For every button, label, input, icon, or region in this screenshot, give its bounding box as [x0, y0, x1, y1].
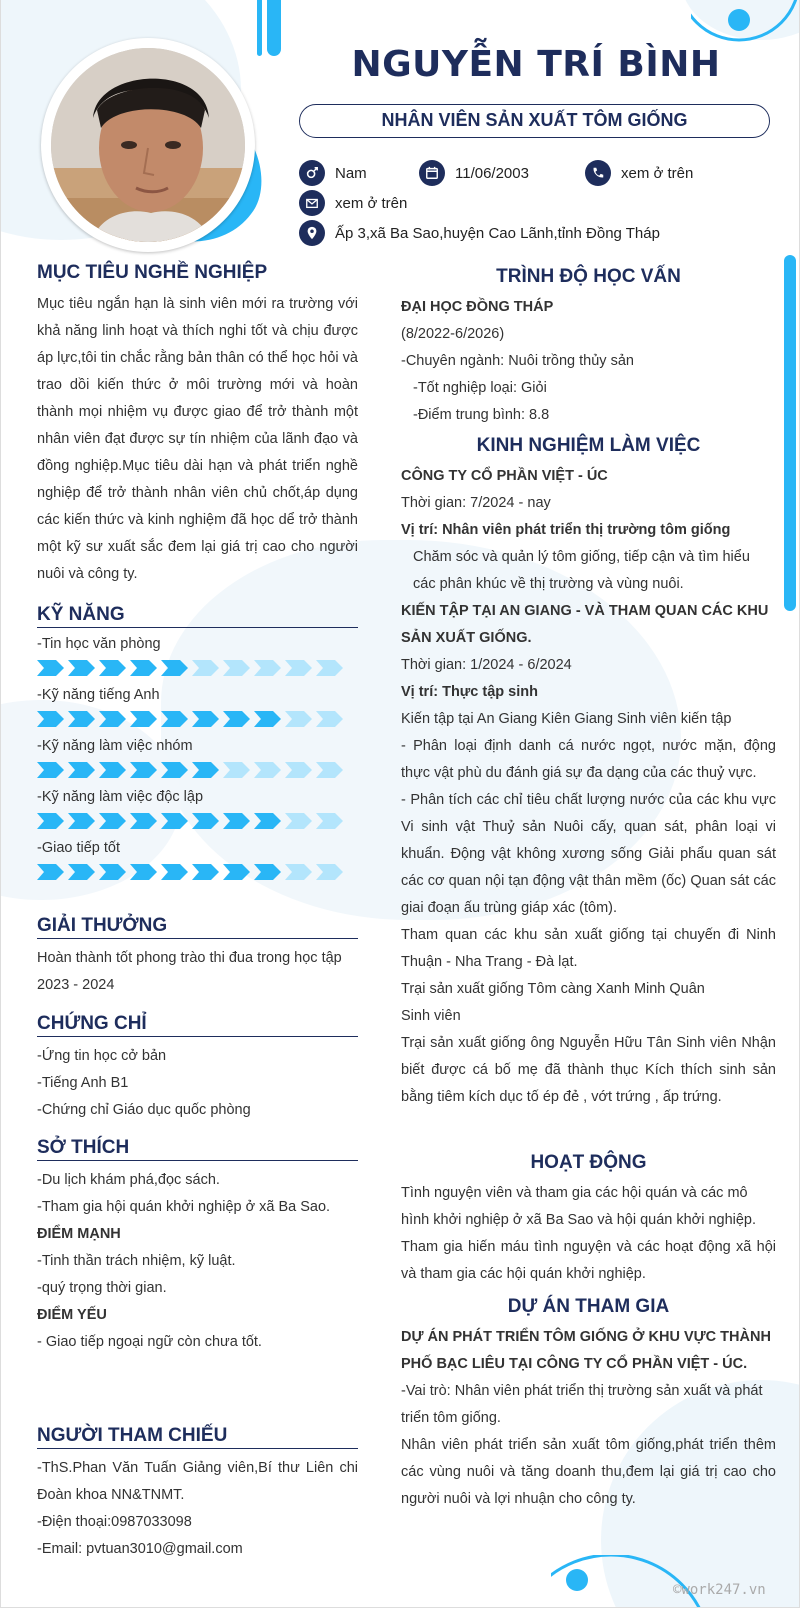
envelope-icon — [299, 190, 325, 216]
skill-chevron-filled — [37, 762, 64, 778]
reference-line: -ThS.Phan Văn Tuấn Giảng viên,Bí thư Liên chi Đoàn khoa NN&TNMT. — [37, 1460, 358, 1503]
hobby-item: -Du lịch khám phá,đọc sách. — [37, 1172, 220, 1188]
address-value: Ấp 3,xã Ba Sao,huyện Cao Lãnh,tỉnh Đồng Tháp — [335, 224, 660, 242]
skill-chevron-empty — [254, 762, 281, 778]
skill-level-bar — [37, 711, 358, 727]
full-name: NGUYỄN TRÍ BÌNH — [351, 44, 721, 85]
skills-section — [37, 604, 358, 889]
job-description: - Phân loại định danh cá nước ngọt, nước mặn, động thực vật phù du đánh giá sự đa dạng của các thuỷ vực. — [401, 738, 776, 781]
project-name: DỰ ÁN PHÁT TRIỂN TÔM GIỐNG Ở KHU VỰC THÀNH PHỐ BẠC LIÊU TẠI CÔNG TY CỔ PHẦN VIỆT - ÚC. — [401, 1329, 771, 1372]
skill-chevron-filled — [68, 762, 95, 778]
skill-chevron-filled — [68, 660, 95, 676]
skill-chevron-filled — [68, 864, 95, 880]
skill-level-bar — [37, 762, 358, 778]
skill-chevron-filled — [130, 813, 157, 829]
skill-chevron-empty — [285, 660, 312, 676]
job-description: Tham quan các khu sản xuất giống tại chuyến đi Ninh Thuận - Nha Trang - Đà lạt. — [401, 927, 776, 970]
skill-chevron-filled — [68, 813, 95, 829]
watermark: ©work247.vn — [673, 1582, 766, 1598]
job-description: Chăm sóc và quản lý tôm giống, tiếp cận và tìm hiểu các phân khúc về thị trường và vùng nuôi. — [413, 549, 750, 592]
skill-chevron-filled — [223, 813, 250, 829]
certificate-item: -Chứng chỉ Giáo dục quốc phòng — [37, 1102, 251, 1118]
skill-chevron-filled — [99, 813, 126, 829]
reference-email: -Email: pvtuan3010@gmail.com — [37, 1541, 243, 1557]
accent-bar — [257, 0, 262, 56]
skill-chevron-empty — [223, 762, 250, 778]
section-title: KINH NGHIỆM LÀM VIỆC — [476, 435, 701, 456]
education-major: -Chuyên ngành: Nuôi trồng thủy sản — [401, 353, 634, 369]
awards-text: Hoàn thành tốt phong trào thi đua trong học tập 2023 - 2024 — [37, 950, 342, 993]
projects-section — [401, 1296, 776, 1513]
skill-level-bar — [37, 813, 358, 829]
hobby-item: -Tham gia hội quán khởi nghiệp ở xã Ba Sao. — [37, 1199, 331, 1215]
skill-chevron-empty — [316, 711, 343, 727]
section-title: TRÌNH ĐỘ HỌC VẤN — [496, 266, 681, 287]
skill-chevron-empty — [316, 864, 343, 880]
project-role: -Vai trò: Nhân viên phát triển thị trường sản xuất và phát triển tôm giống. — [401, 1383, 763, 1426]
activity-text: Tham gia hiến máu tình nguyện và các hoạt động xã hội và tham gia các hội quán khởi nghiệp. — [401, 1239, 776, 1282]
skill-chevron-filled — [254, 813, 281, 829]
skill-chevron-filled — [161, 711, 188, 727]
skill-chevron-empty — [285, 813, 312, 829]
reference-section — [37, 1425, 358, 1563]
skill-chevron-filled — [130, 864, 157, 880]
skill-chevron-empty — [285, 864, 312, 880]
skill-chevron-filled — [161, 864, 188, 880]
skill-chevron-filled — [130, 711, 157, 727]
certificates-section — [37, 1013, 358, 1124]
avatar — [41, 38, 255, 252]
skill-chevron-empty — [223, 660, 250, 676]
skill-chevron-filled — [161, 813, 188, 829]
skill-chevron-filled — [161, 762, 188, 778]
skill-chevron-filled — [37, 660, 64, 676]
skill-chevron-filled — [99, 660, 126, 676]
bg-blob — [681, 0, 800, 40]
skill-chevron-filled — [37, 864, 64, 880]
education-grade: -Tốt nghiệp loại: Giỏi — [413, 380, 547, 396]
skill-chevron-empty — [316, 813, 343, 829]
education-period: (8/2022-6/2026) — [401, 326, 505, 342]
email-info — [299, 190, 407, 216]
skill-chevron-filled — [130, 762, 157, 778]
skill-chevron-filled — [161, 660, 188, 676]
section-title: HOẠT ĐỘNG — [530, 1152, 647, 1173]
skill-name: -Giao tiếp tốt — [37, 840, 121, 856]
section-title: GIẢI THƯỞNG — [37, 915, 358, 939]
gender-value: Nam — [335, 164, 367, 182]
job-description: Kiến tập tại An Giang Kiên Giang Sinh viên kiến tập — [401, 711, 732, 727]
skill-chevron-filled — [99, 711, 126, 727]
skill-chevron-filled — [99, 762, 126, 778]
activity-text: Tình nguyện viên và tham gia các hội quán và các mô hình khởi nghiệp ở xã Ba Sao và hội quán khởi nghiệp. — [401, 1185, 757, 1228]
skill-name: -Kỹ năng làm việc độc lập — [37, 789, 204, 805]
education-section — [401, 266, 776, 429]
gender-icon — [299, 160, 325, 186]
certificate-item: -Tiếng Anh B1 — [37, 1075, 129, 1091]
calendar-icon — [419, 160, 445, 186]
section-title: KỸ NĂNG — [37, 604, 358, 628]
job-position: NHÂN VIÊN SẢN XUẤT TÔM GIỐNG — [299, 104, 770, 138]
job-time: Thời gian: 7/2024 - nay — [401, 495, 551, 511]
skill-chevron-filled — [99, 864, 126, 880]
company-name: KIẾN TẬP TẠI AN GIANG - VÀ THAM QUAN CÁC KHU SẢN XUẤT GIỐNG. — [401, 603, 769, 646]
skill-chevron-filled — [192, 813, 219, 829]
skill-name: -Tin học văn phòng — [37, 636, 161, 652]
awards-section — [37, 915, 358, 999]
hobbies-section — [37, 1137, 358, 1356]
skill-level-bar — [37, 660, 358, 676]
certificate-item: -Ứng tin học cở bản — [37, 1048, 167, 1064]
skill-chevron-filled — [192, 864, 219, 880]
skill-chevron-filled — [68, 711, 95, 727]
activities-section — [401, 1152, 776, 1288]
job-description: - Phân tích các chỉ tiêu chất lượng nước của các khu vực Vi sinh vật Thuỷ sản Nuôi cấy, quan sát, phân loại vi khuẩn. Động vật không xương sống Giải phẩu quan sát các cơ quan nội tạn động vật thân mềm (ốc) Quan sát các giai đoạn ấu trùng giáp xác (tôm). — [401, 792, 776, 916]
strength-item: -quý trọng thời gian. — [37, 1280, 167, 1296]
skill-chevron-filled — [37, 813, 64, 829]
job-description: Trại sản xuất giống ông Nguyễn Hữu Tân Sinh viên Nhận biết được cá bố mẹ đã thành thục Kích thích sinh sản bằng tiêm kích dục tố ép đẻ , vớt trứng , ấp trứng. — [401, 1035, 776, 1105]
skill-name: -Kỹ năng làm việc nhóm — [37, 738, 193, 754]
section-title: NGƯỜI THAM CHIẾU — [37, 1425, 358, 1449]
accent-bar — [784, 255, 796, 611]
section-title: CHỨNG CHỈ — [37, 1013, 358, 1037]
section-title: DỰ ÁN THAM GIA — [507, 1296, 670, 1317]
skill-chevron-empty — [316, 660, 343, 676]
email-value: xem ở trên — [335, 194, 408, 212]
section-title: SỞ THÍCH — [37, 1137, 358, 1161]
job-role: Vị trí: Thực tập sinh — [401, 684, 538, 700]
section-title: MỤC TIÊU NGHỀ NGHIỆP — [37, 262, 268, 283]
experience-section — [401, 435, 776, 1111]
skill-chevron-filled — [192, 762, 219, 778]
skill-chevron-filled — [223, 711, 250, 727]
phone-value: xem ở trên — [621, 164, 694, 182]
skills-list — [37, 634, 358, 880]
birthday-info — [419, 160, 529, 186]
skill-chevron-filled — [130, 660, 157, 676]
skill-chevron-empty — [192, 660, 219, 676]
skill-chevron-filled — [254, 864, 281, 880]
skill-chevron-filled — [37, 711, 64, 727]
education-gpa: -Điểm trung bình: 8.8 — [413, 407, 550, 423]
reference-phone: -Điện thoại:0987033098 — [37, 1514, 192, 1530]
job-time: Thời gian: 1/2024 - 6/2024 — [401, 657, 572, 673]
gender-info — [299, 160, 367, 186]
school-name: ĐẠI HỌC ĐỒNG THÁP — [401, 299, 554, 315]
strength-item: -Tinh thần trách nhiệm, kỹ luật. — [37, 1253, 236, 1269]
job-description: Trại sản xuất giống Tôm càng Xanh Minh Quân — [401, 981, 705, 997]
company-name: CÔNG TY CỔ PHẦN VIỆT - ÚC — [401, 468, 608, 484]
strengths-title: ĐIỂM MẠNH — [37, 1226, 121, 1242]
skill-chevron-filled — [192, 711, 219, 727]
profile-photo — [51, 48, 245, 242]
location-pin-icon — [299, 220, 325, 246]
accent-bar — [267, 0, 281, 56]
job-role: Vị trí: Nhân viên phát triển thị trường tôm giống — [401, 522, 731, 538]
skill-name: -Kỹ năng tiếng Anh — [37, 687, 160, 703]
skill-chevron-filled — [223, 864, 250, 880]
skill-chevron-filled — [254, 711, 281, 727]
objective-section — [37, 262, 358, 588]
project-description: Nhân viên phát triển sản xuất tôm giống,phát triển thêm các vùng nuôi và tăng doanh thu,đem lại giá trị cao cho người nuôi và lợi nhuận cho công ty. — [401, 1437, 776, 1507]
skill-chevron-empty — [285, 711, 312, 727]
job-description: Sinh viên — [401, 1008, 461, 1024]
address-info — [299, 220, 660, 246]
weakness-title: ĐIỂM YẾU — [37, 1307, 107, 1323]
skill-chevron-empty — [285, 762, 312, 778]
phone-icon — [585, 160, 611, 186]
objective-text: Mục tiêu ngắn hạn là sinh viên mới ra trường với khả năng linh hoạt và thích nghi tốt và chịu được áp lực,tôi tin chắc rằng bản thân có thể học hỏi và trao dồi kiến thức ở môi trường mới và hoàn thành mọi nhiệm vụ được giao để trở thành một nhân viên đạt được sự tín nhiệm của lãnh đạo và đồng nghiệp.Mục tiêu dài hạn và phát triển nghề nghiệp để trở thành nhân viên chủ chốt,áp dụng các kiến thức và kinh nghiệm đã học dể trở thành một kỹ sư xuất sắc đem lại giá trị cao cho người nuôi và công ty. — [37, 296, 358, 582]
skill-chevron-empty — [316, 762, 343, 778]
birthday-value: 11/06/2003 — [455, 164, 529, 182]
weakness-item: - Giao tiếp ngoại ngữ còn chưa tốt. — [37, 1334, 262, 1350]
phone-info — [585, 160, 693, 186]
skill-level-bar — [37, 864, 358, 880]
skill-chevron-empty — [254, 660, 281, 676]
